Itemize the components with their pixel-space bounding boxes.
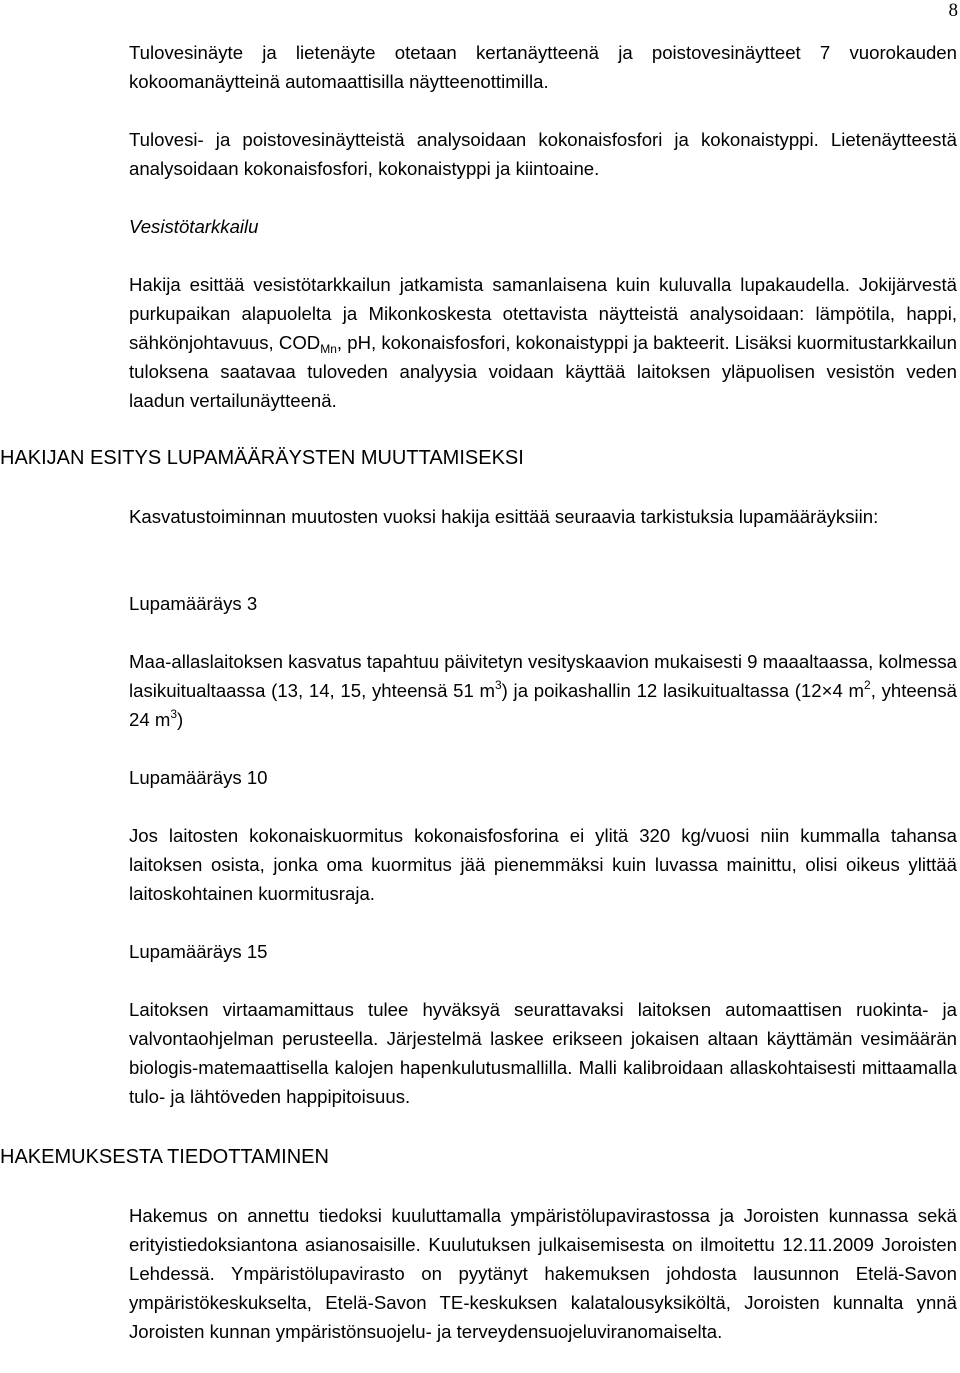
subscript-mn: Mn bbox=[320, 342, 337, 356]
paragraph-lupamaarays-10 bbox=[129, 821, 957, 908]
paragraph-vesistotarkkailu bbox=[129, 270, 957, 415]
paragraph-text bbox=[129, 647, 957, 734]
subheading-text: Lupamääräys 10 bbox=[129, 767, 268, 788]
paragraph-text: Hakemus on annettu tiedoksi kuuluttamalla ympäristölupavirastossa ja Joroisten kunnassa sekä erityistiedoksiantona asianosaisille. Kuulutuksen julkaisemisesta on ilmoitettu 12.11.2009 Joroisten Lehdessä. Ympäristölupavirasto on pyytänyt hakemuksen johdosta lausunnon Etelä-Savon ympäristökeskukselta, Etelä-Savon TE-keskuksen kalatalousyksiköltä, Joroisten kunnalta ynnä Joroisten kunnan ympäristönsuojelu- ja terveydensuojeluviranomaiselta. bbox=[129, 1205, 957, 1342]
paragraph-lupamaarays-15 bbox=[129, 995, 957, 1111]
paragraph-text: Kasvatustoiminnan muutosten vuoksi hakija esittää seuraavia tarkistuksia lupamääräyksiin: bbox=[129, 506, 879, 527]
subheading-vesistotarkkailu bbox=[129, 212, 957, 241]
page-number: 8 bbox=[948, 0, 958, 21]
text-run: , yhteensä 24 m bbox=[129, 680, 958, 730]
paragraph-sampling bbox=[129, 38, 957, 96]
superscript: 3 bbox=[494, 678, 502, 692]
paragraph-text: Laitoksen virtaamamittaus tulee hyväksyä seurattavaksi laitoksen automaattisen ruokinta- ja valvontaohjelman perusteella. Järjestelmä laskee erikseen jokaisen altaan käyttämän vesimäärän biologis-matemaattisella kalojen hapenkulutusmallilla. Malli kalibroidaan allaskohtaisesti mittaamalla tulo- ja lähtöveden happipitoisuus. bbox=[129, 999, 957, 1107]
subheading-text: Lupamääräys 3 bbox=[129, 593, 258, 614]
subheading-lupamaarays-10 bbox=[129, 763, 957, 792]
section-heading-hakemuksesta-tiedottaminen: HAKEMUKSESTA TIEDOTTAMINEN bbox=[0, 1146, 329, 1168]
paragraph-intro bbox=[129, 502, 957, 531]
text-run: ) ja poikashallin 12 lasikuitualtassa (12×4 m bbox=[501, 680, 865, 701]
subheading-text: Lupamääräys 15 bbox=[129, 941, 268, 962]
text-run: Hakija esittää vesistötarkkailun jatkamista samanlaisena kuin kuluvalla lupakaudella. Jokijärvestä purkupaikan alapuolelta ja Mikonkoskesta otettavista näytteistä analysoidaan: lämpötila, happi, sähkönjohtavuus, COD bbox=[129, 274, 957, 353]
paragraph-text bbox=[129, 270, 957, 415]
paragraph-text: Tulovesi- ja poistovesinäytteistä analysoidaan kokonaisfosfori ja kokonaistyppi. Lietenäytteestä analysoidaan kokonaisfosfori, kokonaistyppi ja kiintoaine. bbox=[129, 129, 957, 179]
text-run: ) bbox=[177, 709, 184, 730]
superscript: 2 bbox=[864, 678, 871, 692]
paragraph-analysis bbox=[129, 125, 957, 183]
subheading-text: Vesistötarkkailu bbox=[129, 216, 259, 237]
paragraph-text: Jos laitosten kokonaiskuormitus kokonaisfosforina ei ylitä 320 kg/vuosi niin kummalla tahansa laitoksen osista, jonka oma kuormitus jää pienemmäksi kuin luvassa mainittu, olisi oikeus ylittää laitoskohtainen kuormitusraja. bbox=[129, 825, 957, 904]
section-heading-lupamaaraysten-muuttaminen: HAKIJAN ESITYS LUPAMÄÄRÄYSTEN MUUTTAMISEKSI bbox=[0, 447, 524, 469]
paragraph-lupamaarays-3 bbox=[129, 647, 957, 734]
subheading-lupamaarays-3 bbox=[129, 589, 957, 618]
text-run: Maa-allaslaitoksen kasvatus tapahtuu päivitetyn vesityskaavion mukaisesti 9 maaaltaassa, kolmessa lasikuitualtaassa (13, 14, 15, yhteensä 51 m bbox=[129, 651, 957, 701]
paragraph-text: Tulovesinäyte ja lietenäyte otetaan kertanäytteenä ja poistovesinäytteet 7 vuorokauden kokoomanäytteinä automaattisilla näytteenottimilla. bbox=[129, 42, 957, 92]
subheading-lupamaarays-15 bbox=[129, 937, 957, 966]
text-run: , pH, kokonaisfosfori, kokonaistyppi ja bakteerit. Lisäksi kuormitustarkkailun tuloksena saatavaa tuloveden analyysia voidaan käyttää laitoksen yläpuolisen vesistön veden laadun vertailunäytteenä. bbox=[129, 332, 957, 411]
superscript: 3 bbox=[170, 707, 178, 721]
paragraph-tiedottaminen bbox=[129, 1201, 957, 1346]
